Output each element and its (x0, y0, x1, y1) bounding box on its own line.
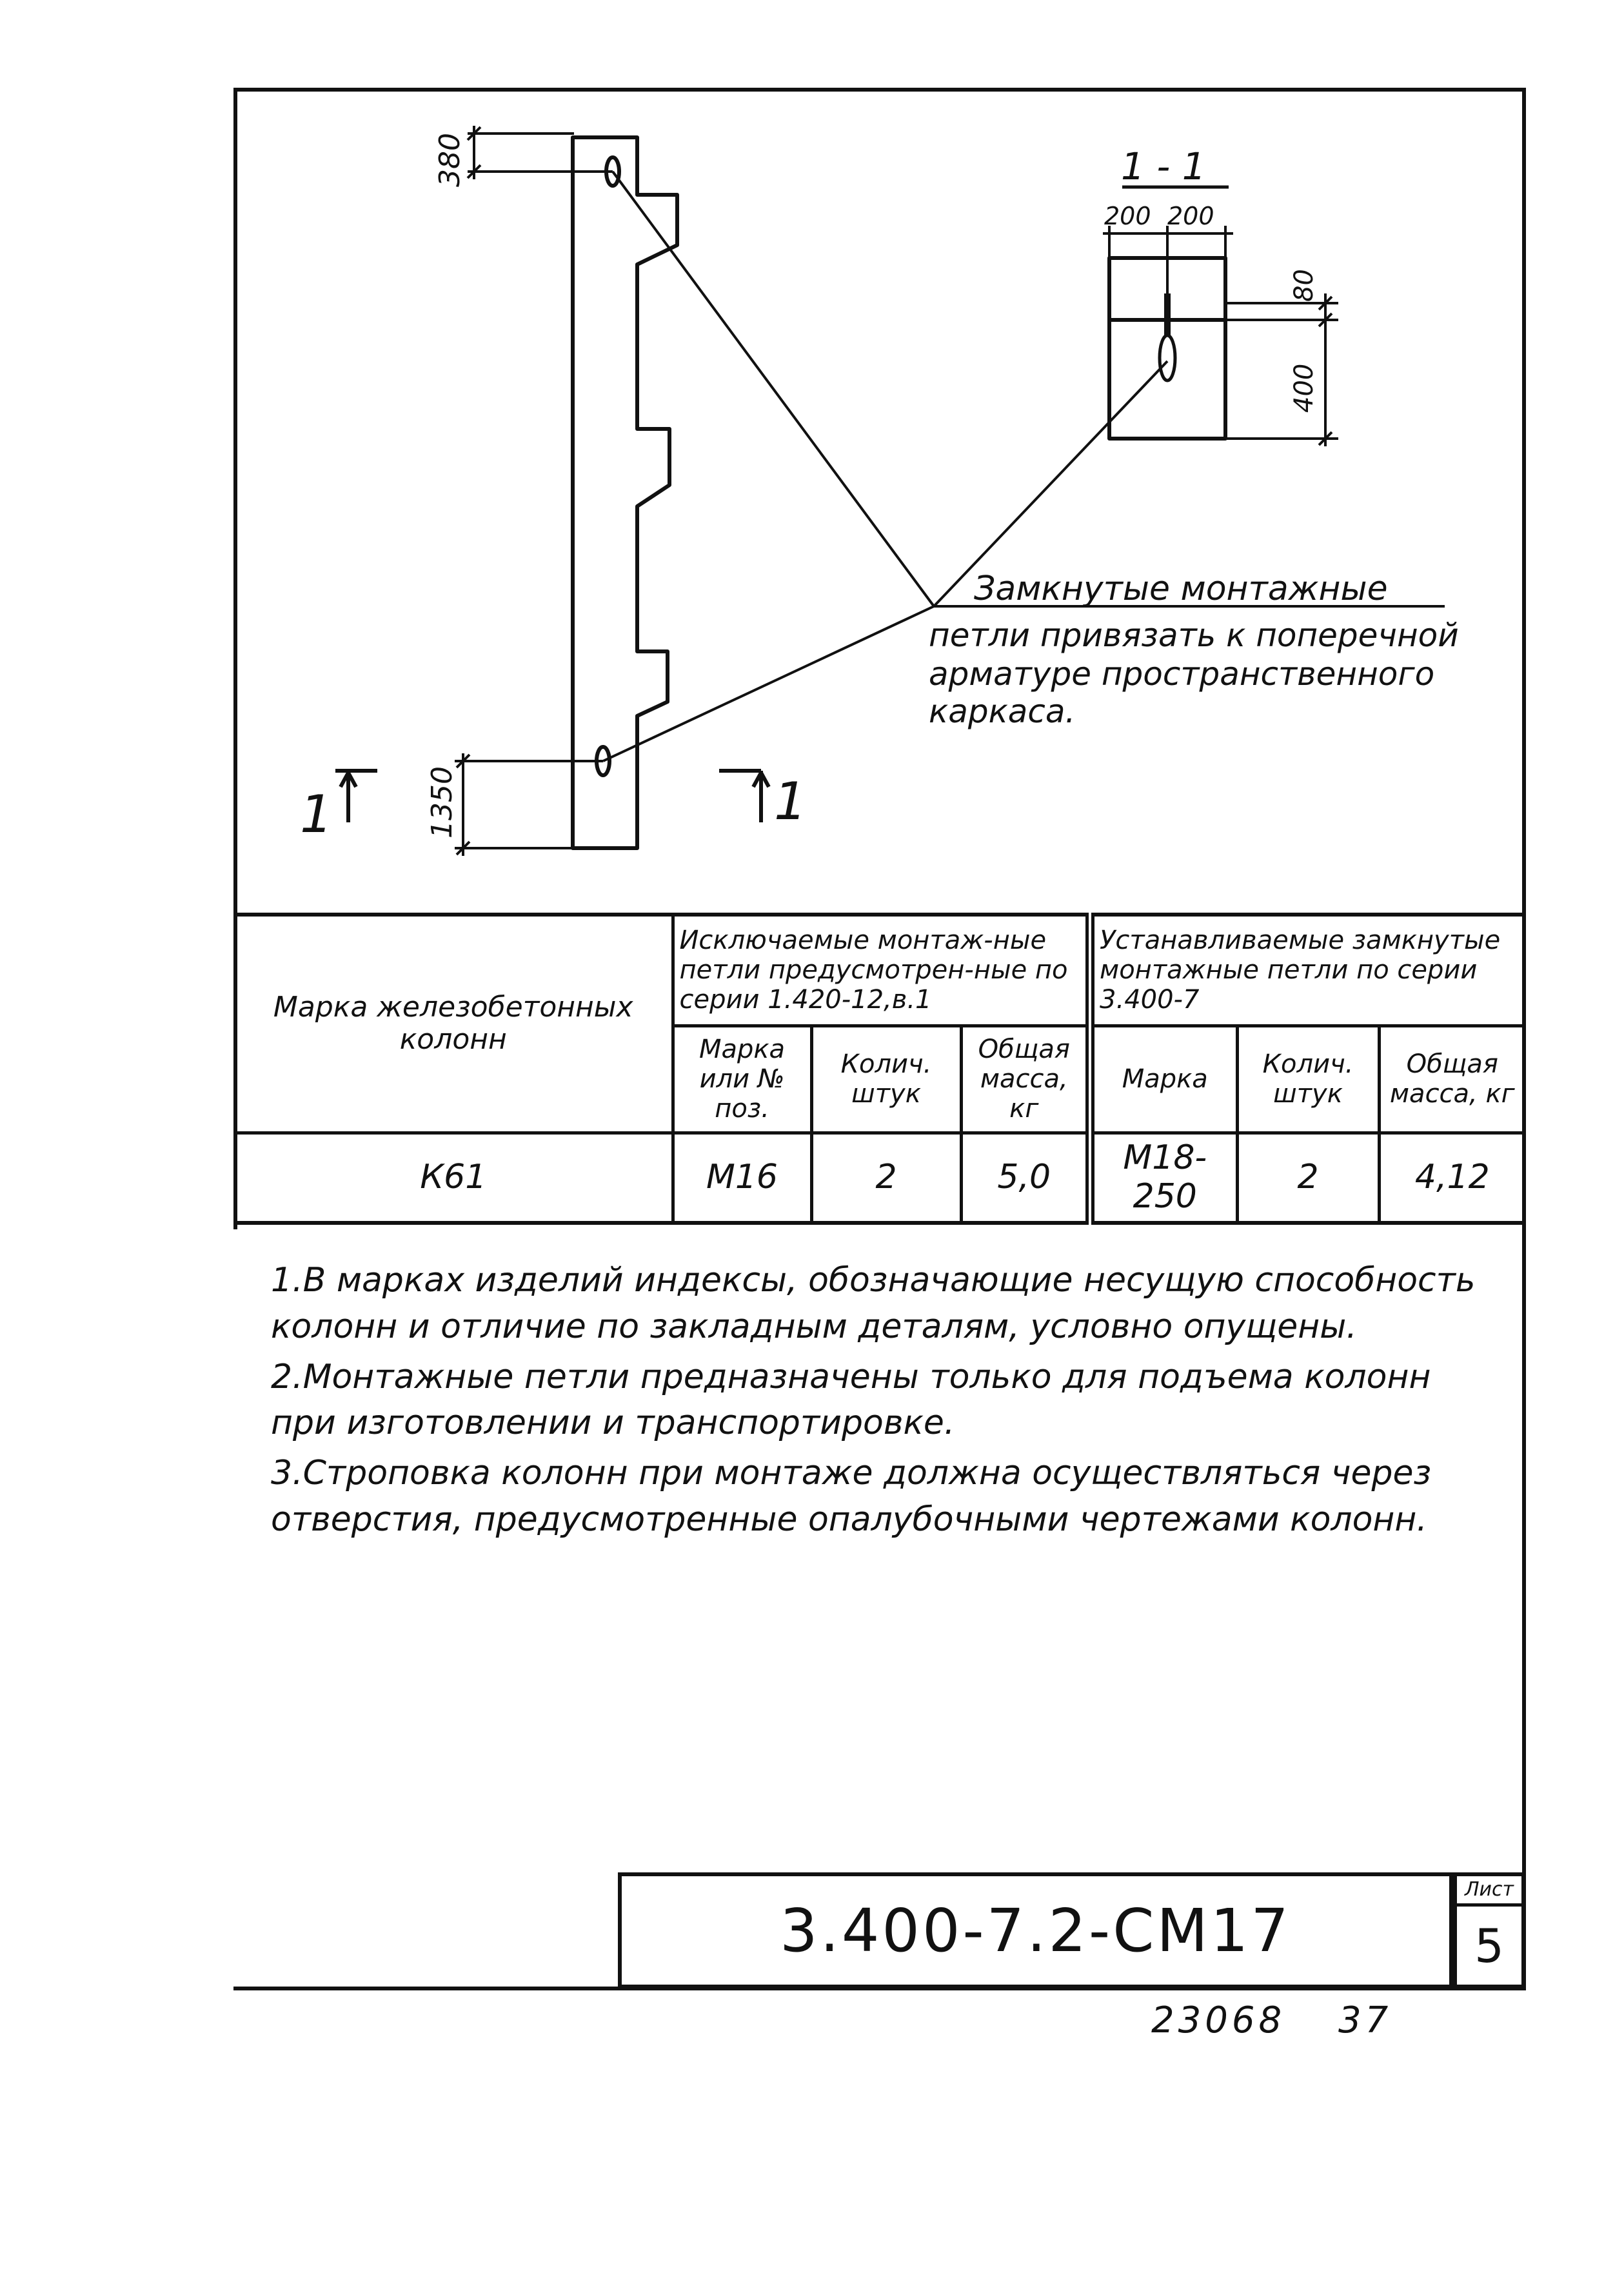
sheet-box (1453, 1872, 1525, 1988)
drawing-code: 3.400-7.2-СМ17 (618, 1872, 1453, 1988)
dim-section-height: 400 (1289, 363, 1319, 413)
dim-section-width-left: 200 (1104, 202, 1151, 230)
table-row (235, 1133, 1524, 1223)
group-installed-header: Устанавливаемые замкнутые монтажные петли по серии 3.400-7 (1090, 915, 1524, 1026)
cell-excl-mass: 5,0 (961, 1133, 1090, 1223)
notes (271, 1258, 1483, 1547)
dim-bottom-loop: 1350 (426, 766, 459, 838)
cell-inst-qty: 2 (1237, 1133, 1379, 1223)
dim-section-top: 80 (1289, 269, 1319, 302)
sub-mark-pos-header: Марка или № поз. (673, 1026, 811, 1133)
column-drawing (0, 0, 1624, 916)
column-outline (573, 137, 677, 848)
cell-column: К61 (235, 1133, 673, 1223)
group-excluded-header: Исключаемые монтаж-ные петли предусмотрен-ные по серии 1.420-12,в.1 (673, 915, 1090, 1026)
note-2: 2.Монтажные петли предназначены только для подъема колонн при изготовлении и транспортировке. (271, 1357, 1431, 1443)
sub-mass2-header: Общая масса, кг (1379, 1026, 1524, 1133)
sub-mark-header: Марка (1090, 1026, 1237, 1133)
cell-excl-mark: М16 (673, 1133, 811, 1223)
cell-excl-qty: 2 (811, 1133, 961, 1223)
note-3: 3.Строповка колонн при монтаже должна осуществляться через отверстия, предусмотренные опалубочными чертежами колонн. (271, 1454, 1432, 1539)
dim-section-width-right: 200 (1167, 202, 1214, 230)
callout-line-4: каркаса. (929, 693, 1076, 730)
dim-top-loop: 380 (433, 133, 466, 187)
section-mark-left: 1 (300, 784, 333, 844)
section-loop-icon (1160, 335, 1175, 381)
callout-line-2: петли привязать к поперечной (929, 617, 1459, 654)
sub-qty-header: Колич. штук (811, 1026, 961, 1133)
archive-number: 23068 (1151, 1999, 1286, 2041)
section-title: 1 - 1 (1121, 144, 1206, 188)
section-mark-right: 1 (774, 771, 807, 831)
cell-inst-mark: М18-250 (1090, 1133, 1237, 1223)
leader-line-bottom (603, 606, 934, 761)
note-1: 1.В марках изделий индексы, обозначающие несущую способность колонн и отличие по закладным деталям, условно опущены. (271, 1261, 1476, 1346)
sheet-number: 5 (1474, 1918, 1504, 1973)
page-number: 37 (1338, 1999, 1392, 2041)
col-mark-header: Марка железобетонных колонн (235, 915, 673, 1133)
callout-line-1: Замкнутые монтажные (974, 570, 1388, 608)
cell-inst-mass: 4,12 (1379, 1133, 1524, 1223)
sub-qty2-header: Колич. штук (1237, 1026, 1379, 1133)
callout-line-3: арматуре пространственного (929, 655, 1435, 693)
sub-mass-header: Общая масса, кг (961, 1026, 1090, 1133)
loop-spec-table (235, 913, 1524, 1225)
leader-line-top (613, 172, 934, 606)
sheet-label: Лист (1457, 1876, 1521, 1907)
